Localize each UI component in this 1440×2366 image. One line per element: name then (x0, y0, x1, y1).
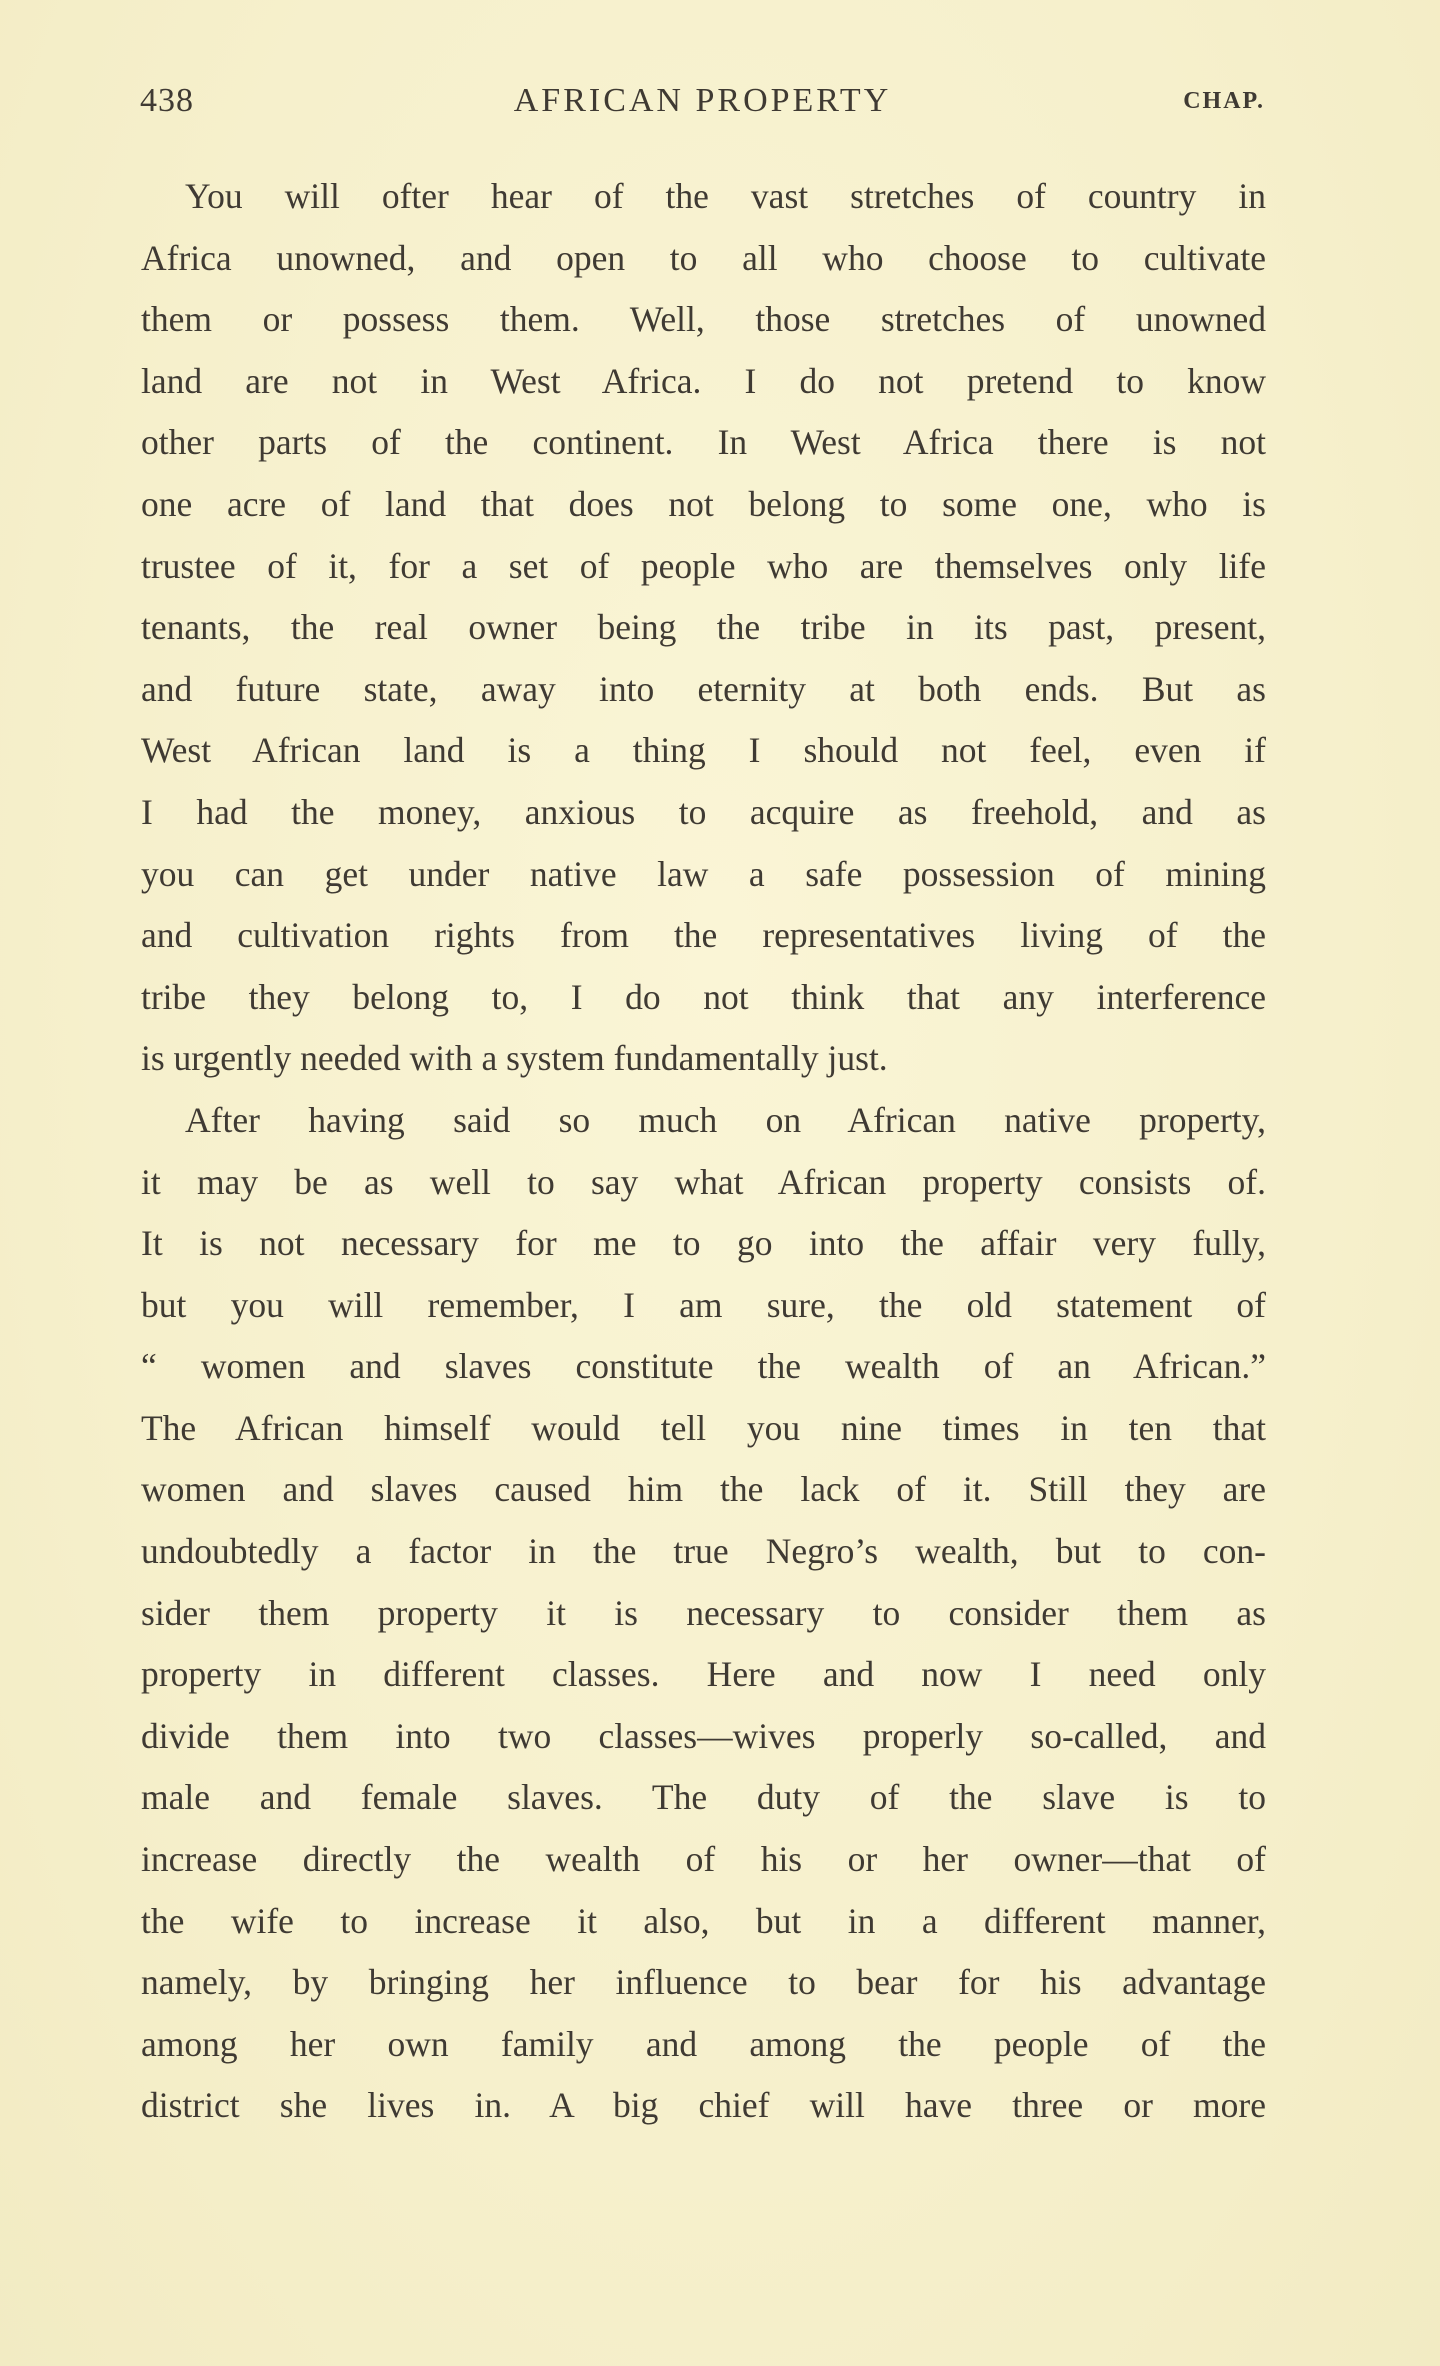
text-line: tenants, the real owner being the tribe in its past, present, (141, 607, 1266, 648)
text-line: you can get under native law a safe possession of mining (141, 853, 1266, 894)
chapter-label: CHAP. (1183, 88, 1265, 114)
text-line: undoubtedly a factor in the true Negro’s wealth, but to con- (141, 1531, 1266, 1572)
text-line: is urgently needed with a system fundamentally just. (141, 1038, 888, 1079)
text-line: and cultivation rights from the representatives living of the (141, 915, 1266, 956)
text-line: The African himself would tell you nine times in ten that (141, 1407, 1266, 1448)
text-line: it may be as well to say what African property consists of. (141, 1161, 1266, 1202)
body-text (141, 166, 1266, 2137)
text-line: increase directly the wealth of his or her owner—that of (141, 1839, 1266, 1880)
text-line: sider them property it is necessary to consider them as (141, 1592, 1266, 1633)
text-line: divide them into two classes—wives properly so-called, and (141, 1715, 1266, 1756)
text-line: and future state, away into eternity at both ends. But as (141, 668, 1266, 709)
text-line: but you will remember, I am sure, the old statement of (141, 1284, 1266, 1325)
text-line: “ women and slaves constitute the wealth of an African.” (141, 1346, 1266, 1387)
text-line: tribe they belong to, I do not think that any interference (141, 976, 1266, 1017)
text-line: land are not in West Africa. I do not pretend to know (141, 360, 1266, 401)
text-line: After having said so much on African native property, (185, 1099, 1266, 1140)
text-line: other parts of the continent. In West Africa there is not (141, 422, 1266, 463)
text-line: You will ofter hear of the vast stretches of country in (185, 176, 1266, 216)
running-title: AFRICAN PROPERTY (513, 82, 892, 119)
text-line: trustee of it, for a set of people who are themselves only life (141, 545, 1266, 586)
text-line: women and slaves caused him the lack of it. Still they are (141, 1469, 1266, 1510)
text-line: namely, by bringing her influence to bear for his advantage (141, 1962, 1266, 2003)
text-line: them or possess them. Well, those stretches of unowned (141, 299, 1266, 340)
text-line: West African land is a thing I should not feel, even if (141, 730, 1266, 771)
page-header (140, 82, 1265, 132)
text-line: the wife to increase it also, but in a different manner, (141, 1900, 1266, 1941)
page-number: 438 (140, 82, 194, 119)
text-line: among her own family and among the people of the (141, 2023, 1266, 2064)
text-line: male and female slaves. The duty of the slave is to (141, 1777, 1266, 1818)
text-line: district she lives in. A big chief will have three or more (141, 2085, 1266, 2126)
text-line: I had the money, anxious to acquire as freehold, and as (141, 791, 1266, 832)
text-line: one acre of land that does not belong to some one, who is (141, 483, 1266, 524)
text-line: It is not necessary for me to go into the affair very fully, (141, 1223, 1266, 1264)
text-line: property in different classes. Here and now I need only (141, 1654, 1266, 1695)
text-line: Africa unowned, and open to all who choose to cultivate (141, 237, 1266, 278)
